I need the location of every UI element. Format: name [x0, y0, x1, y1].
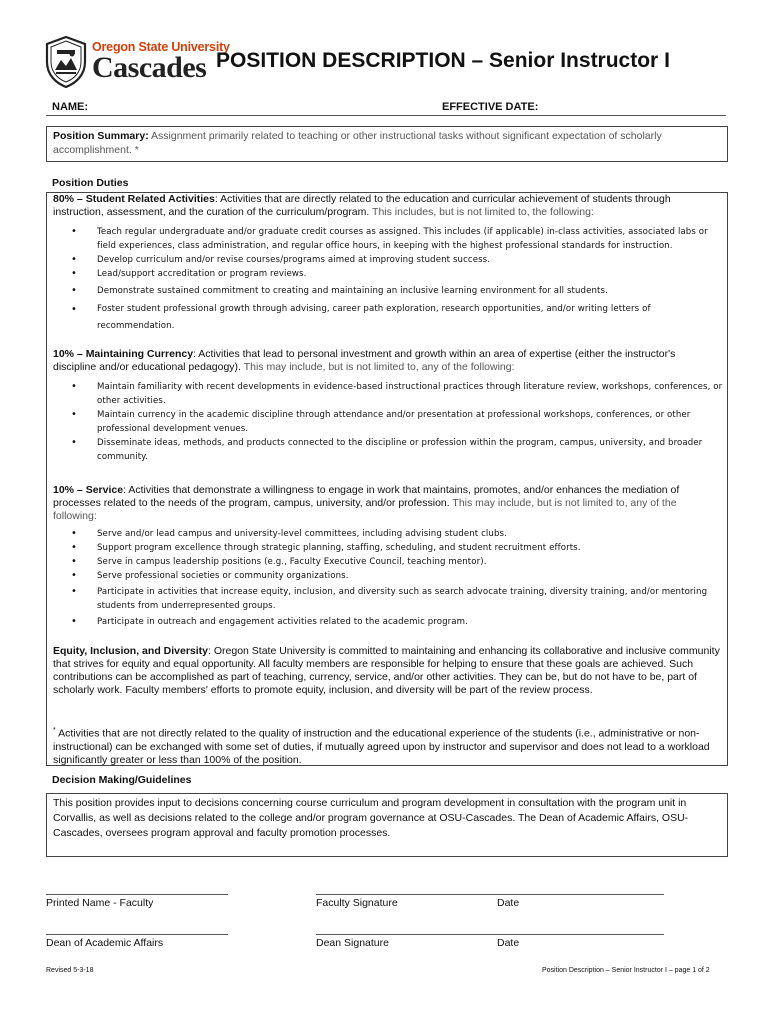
logo-campus-name: Cascades — [92, 51, 207, 84]
summary-text: Assignment primarily related to teaching or other instructional tasks without significant expectation of scholarly accomplishment. * — [53, 130, 662, 156]
position-summary-box — [46, 126, 728, 162]
equity-heading: Equity, Inclusion, and Diversity — [53, 645, 209, 657]
currency-note: This may include, but is not limited to, any of the following: — [243, 361, 515, 373]
list-item: • Demonstrate sustained commitment to creating and maintaining an inclusive learning environment for all students. — [71, 284, 727, 298]
currency-heading-para — [53, 348, 721, 374]
list-item: • Serve and/or lead campus and university-level committees, including advising student clubs. — [71, 527, 727, 541]
date-label: Date — [497, 897, 520, 909]
list-item: • Teach regular undergraduate and/or graduate credit courses as assigned. This includes (if applicable) in-class activities, associated labs or field experiences, class administration, and regular office hours, in keeping with the highest professional standards for instruction. — [71, 225, 727, 253]
decision-making-box — [46, 793, 728, 857]
footnote-para — [53, 724, 721, 767]
list-item: • Serve professional societies or community organizations. — [71, 569, 727, 583]
page-footer: Position Description – Senior Instructor I – page 1 of 2 — [542, 967, 710, 974]
list-item: • Support program excellence through strategic planning, staffing, scheduling, and student recruitment efforts. — [71, 541, 727, 555]
list-item: • Maintain familiarity with recent developments in evidence-based instructional practices through literature review, workshops, conferences, or other activities. — [71, 380, 727, 408]
equity-para — [53, 645, 721, 697]
dean-signature-label: Dean Signature — [316, 937, 389, 949]
currency-text: : Activities that lead to personal investment and growth within an area of expertise (either the instructor's discipline and/or educational pedagogy). — [53, 348, 676, 373]
service-heading: 10% – Service — [53, 484, 124, 496]
logo-university-name: Oregon State University — [92, 40, 230, 54]
service-heading-para — [53, 484, 721, 523]
list-item: • Develop curriculum and/or revise courses/programs aimed at improving student success. — [71, 253, 727, 267]
student-activities-section — [47, 193, 727, 335]
printed-name-line — [46, 894, 228, 895]
footnote-section — [47, 724, 727, 767]
student-text: : Activities that are directly related to the education and curricular achievement of students through instruction, assessment, and the curation of the curriculum/program. — [53, 193, 671, 218]
currency-heading: 10% – Maintaining Currency — [53, 348, 194, 360]
decision-making-title: Decision Making/Guidelines — [52, 774, 192, 786]
footnote-text: Activities that are not directly related to the quality of instruction and the educational experience of the students (i.e., administrative or non-instructional) can be exchanged with some set of duties, if mutually agreed upon by instructor and supervisor and does not lead to a workload significantly greater or less than 100% of the position. — [53, 727, 710, 766]
list-item: • Maintain currency in the academic discipline through attendance and/or presentation at professional workshops, conferences, or other professional development venues. — [71, 408, 727, 436]
currency-list — [47, 380, 727, 464]
decision-making-text: This position provides input to decisions concerning course curriculum and program development in consultation with the program unit in Corvallis, as well as decisions related to the college and/or program governance at OSU-Cascades. The Dean of Academic Affairs, OSU-Cascades, oversees program approval and faculty promotion processes. — [53, 797, 689, 839]
position-summary — [53, 129, 721, 157]
equity-text: : Oregon State University is committed to maintaining and enhancing its collaborative and inclusive community that strives for equity and equal opportunity. All faculty members are responsible for helping to ensure that these goals are achieved. Such contributions can be accomplished as part of teaching, currency, service, and/or other activities. They can be, but do not have to be, part of scholarly work. Faculty members' efforts to promote equity, inclusion, and diversity will be part of the review process. — [53, 645, 720, 696]
page-title: POSITION DESCRIPTION – Senior Instructor I — [216, 49, 670, 72]
position-duties-box — [46, 192, 728, 766]
osu-cascades-logo — [44, 34, 230, 90]
list-item: • Serve in campus leadership positions (e.g., Faculty Executive Council, teaching mentor). — [71, 555, 727, 569]
name-label: NAME: — [52, 101, 89, 113]
student-heading: 80% – Student Related Activities — [53, 193, 215, 205]
service-note: This may include, but is not limited to, any of the following: — [53, 497, 677, 522]
service-list — [47, 527, 727, 629]
list-item: • Disseminate ideas, methods, and products connected to the discipline or profession within the program, campus, university, and broader community. — [71, 436, 727, 464]
student-activities-list — [47, 225, 727, 335]
dean-signature-line — [316, 934, 664, 935]
footnote-mark: * — [53, 727, 56, 734]
faculty-signature-label: Faculty Signature — [316, 897, 398, 909]
list-item: • Foster student professional growth through advising, career path exploration, research opportunities, and/or writing letters of recommendation. — [71, 301, 727, 335]
dean-line — [46, 934, 228, 935]
dean-label: Dean of Academic Affairs — [46, 937, 164, 949]
printed-name-label: Printed Name - Faculty — [46, 897, 154, 909]
equity-section — [47, 645, 727, 697]
effective-date-label: EFFECTIVE DATE: — [442, 101, 539, 113]
list-item: • Lead/support accreditation or program reviews. — [71, 267, 727, 281]
summary-label: Position Summary: — [53, 130, 149, 142]
university-seal-icon — [44, 36, 88, 88]
student-note: This includes, but is not limited to, the following: — [372, 206, 594, 218]
revised-date: Revised 5-3-18 — [46, 967, 94, 974]
list-item: • Participate in outreach and engagement activities related to the academic program. — [71, 615, 727, 629]
name-date-row — [46, 101, 726, 116]
position-duties-title: Position Duties — [52, 177, 129, 189]
maintaining-currency-section — [47, 348, 727, 464]
faculty-signature-line — [316, 894, 664, 895]
date-label: Date — [497, 937, 520, 949]
student-activities-heading — [53, 193, 721, 219]
service-section — [47, 484, 727, 629]
list-item: • Participate in activities that increase equity, inclusion, and diversity such as search advocate training, diversity training, and/or mentoring students from underrepresented groups. — [71, 585, 727, 613]
service-text: : Activities that demonstrate a willingness to engage in work that maintains, promotes, and/or enhances the mediation of processes related to the needs of the program, campus, university, and/or profession. — [53, 484, 680, 509]
